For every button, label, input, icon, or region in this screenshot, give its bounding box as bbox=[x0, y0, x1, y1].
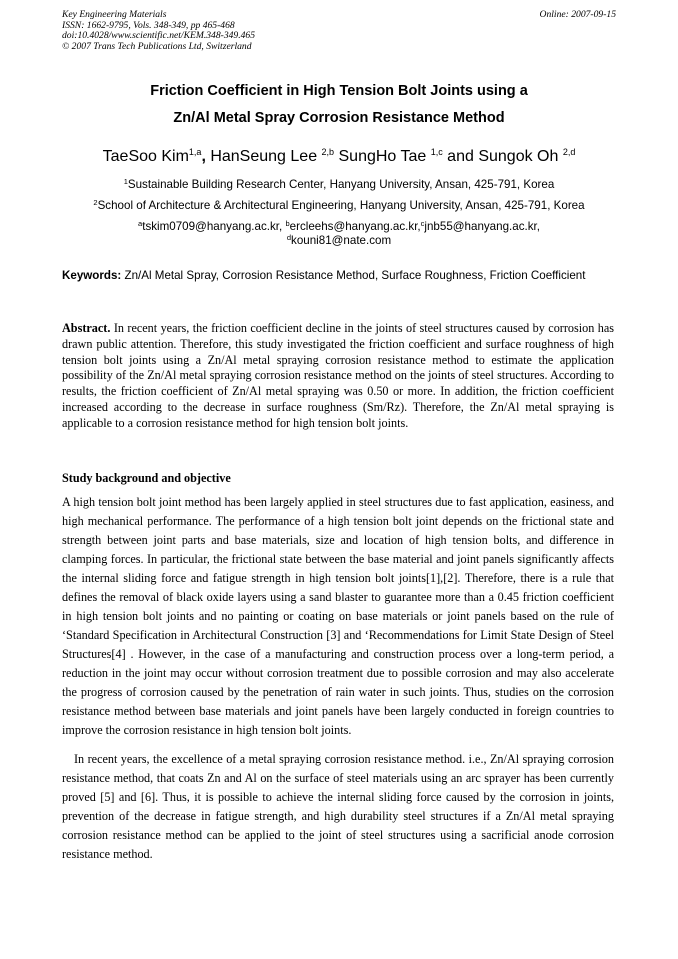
section-heading: Study background and objective bbox=[62, 471, 231, 485]
author-affiliation-mark: 2,d bbox=[562, 147, 576, 157]
author-name: Sungok Oh bbox=[478, 148, 563, 165]
author-name: TaeSoo Kim bbox=[102, 148, 189, 165]
author-separator: and bbox=[442, 148, 479, 165]
email-a[interactable]: tskim0709@hanyang.ac.kr, bbox=[142, 220, 286, 233]
author-affiliation-mark: 2,b bbox=[321, 147, 335, 157]
author-name: SungHo Tae bbox=[338, 148, 431, 165]
title-line-1: Friction Coefficient in High Tension Bolt Joints using a bbox=[150, 83, 528, 99]
title-line-2: Zn/Al Metal Spray Corrosion Resistance Method bbox=[173, 110, 505, 126]
abstract-label: Abstract. bbox=[62, 321, 111, 335]
online-date: Online: 2007-09-15 bbox=[539, 9, 616, 20]
body-paragraph-2: In recent years, the excellence of a metal spraying corrosion resistance method. i.e., Zn/Al spraying corrosion resistance method, that coats Zn and Al on the surface of steel materials using an arc sprayer has been currently proved [5] and [6]. Thus, it is possible to achieve the internal sliding force caused by the corrosion in joints, prevention of the decrease in fatigue strength, and high durability steel structures if a Zn/Al metal spraying corrosion resistance method can be applied to the joint of steel structures using a sacrificial anode corrosion resistance method. bbox=[62, 752, 614, 861]
author-name: HanSeung Lee bbox=[210, 148, 322, 165]
affiliation-mark: 1 bbox=[123, 177, 128, 186]
keywords-text: Zn/Al Metal Spray, Corrosion Resistance Method, Surface Roughness, Friction Coefficient bbox=[121, 269, 586, 282]
author-affiliation-mark: 1,a bbox=[188, 147, 202, 157]
abstract-text: In recent years, the friction coefficient decline in the joints of steel structures caused by corrosion has drawn public attention. Therefore, this study investigated the friction coefficient and surface roughness of high tension bolt joints using a Zn/Al metal spraying corrosion resistance method to estimate the application possibility of the Zn/Al metal spraying corrosion resistance method on the joints of steel structures. According to results, the friction coefficient of Zn/Al metal spraying was 0.50 or more. In addition, the friction coefficient increased according to the decrease in surface roughness (Sm/Rz). Therefore, the Zn/Al metal spraying is applicable to a corrosion resistance method for high tension bolt joints. bbox=[62, 321, 614, 430]
body-paragraph-1: A high tension bolt joint method has been largely applied in steel structures due to fast application, easiness, and high mechanical performance. The performance of a high tension bolt joint depends on the frictional state and strength between joint parts and base materials, size and location of high tension bolts, and difference in clamping forces. In particular, the frictional state between the base material and joint panels significantly affects the internal sliding force and fatigue strength in high tension bolt joints[1],[2]. Therefore, there is a rule that defines the removal of black oxide layers using a sand blaster to guarantee more than a 0.45 friction coefficient in high tension bolt joints and no painting or coating on base materials or joint panels based on the rule of ‘Standard Specification in Architectural Construction [3] and ‘Recommendations for Limit State Design of Steel Structures[4] . However, in the case of a manufacturing and construction process over a long-term period, a reduction in the joint may occur without corrosion treatment due to possible corrosion and may also accelerate the progress of corrosion caused by the penetration of rain water in such joints. Thus, studies on the corrosion resistance method between base materials and joint panels have been largely conducted in foreign countries to improve the corrosion resistance in high tension bolt joints. bbox=[62, 495, 614, 737]
email-d[interactable]: kouni81@nate.com bbox=[291, 234, 392, 247]
affiliation-text: School of Architecture & Architectural Engineering, Hanyang University, Ansan, 425-791, Korea bbox=[97, 199, 585, 212]
email-mark: d bbox=[286, 233, 292, 242]
keywords bbox=[62, 268, 614, 284]
affiliation-1 bbox=[0, 178, 678, 192]
author-affiliation-mark: 1,c bbox=[430, 147, 443, 157]
issn-line: ISSN: 1662-9795, Vols. 348-349, pp 465-468 bbox=[62, 19, 235, 31]
affiliation-2 bbox=[0, 199, 678, 213]
email-line-1 bbox=[0, 220, 678, 234]
author-list bbox=[0, 146, 678, 168]
paper-title bbox=[0, 78, 678, 132]
email-mark: b bbox=[285, 219, 290, 228]
abstract bbox=[62, 321, 614, 432]
affiliation-mark: 2 bbox=[93, 198, 98, 207]
affiliation-text: Sustainable Building Research Center, Hanyang University, Ansan, 425-791, Korea bbox=[127, 178, 555, 191]
email-mark: a bbox=[138, 219, 143, 228]
keywords-label: Keywords: bbox=[62, 269, 122, 282]
doi-line: doi:10.4028/www.scientific.net/KEM.348-349.465 bbox=[62, 30, 256, 42]
copyright-line: © 2007 Trans Tech Publications Ltd, Switzerland bbox=[62, 40, 252, 52]
journal-header bbox=[62, 10, 616, 52]
email-line-2 bbox=[0, 234, 678, 248]
author-separator: , bbox=[201, 148, 211, 165]
email-b[interactable]: ercleehs@hanyang.ac.kr, bbox=[289, 220, 421, 233]
journal-name: Key Engineering Materials bbox=[62, 9, 167, 20]
email-c[interactable]: jnb55@hanyang.ac.kr, bbox=[424, 220, 540, 233]
email-mark: c bbox=[420, 219, 425, 228]
